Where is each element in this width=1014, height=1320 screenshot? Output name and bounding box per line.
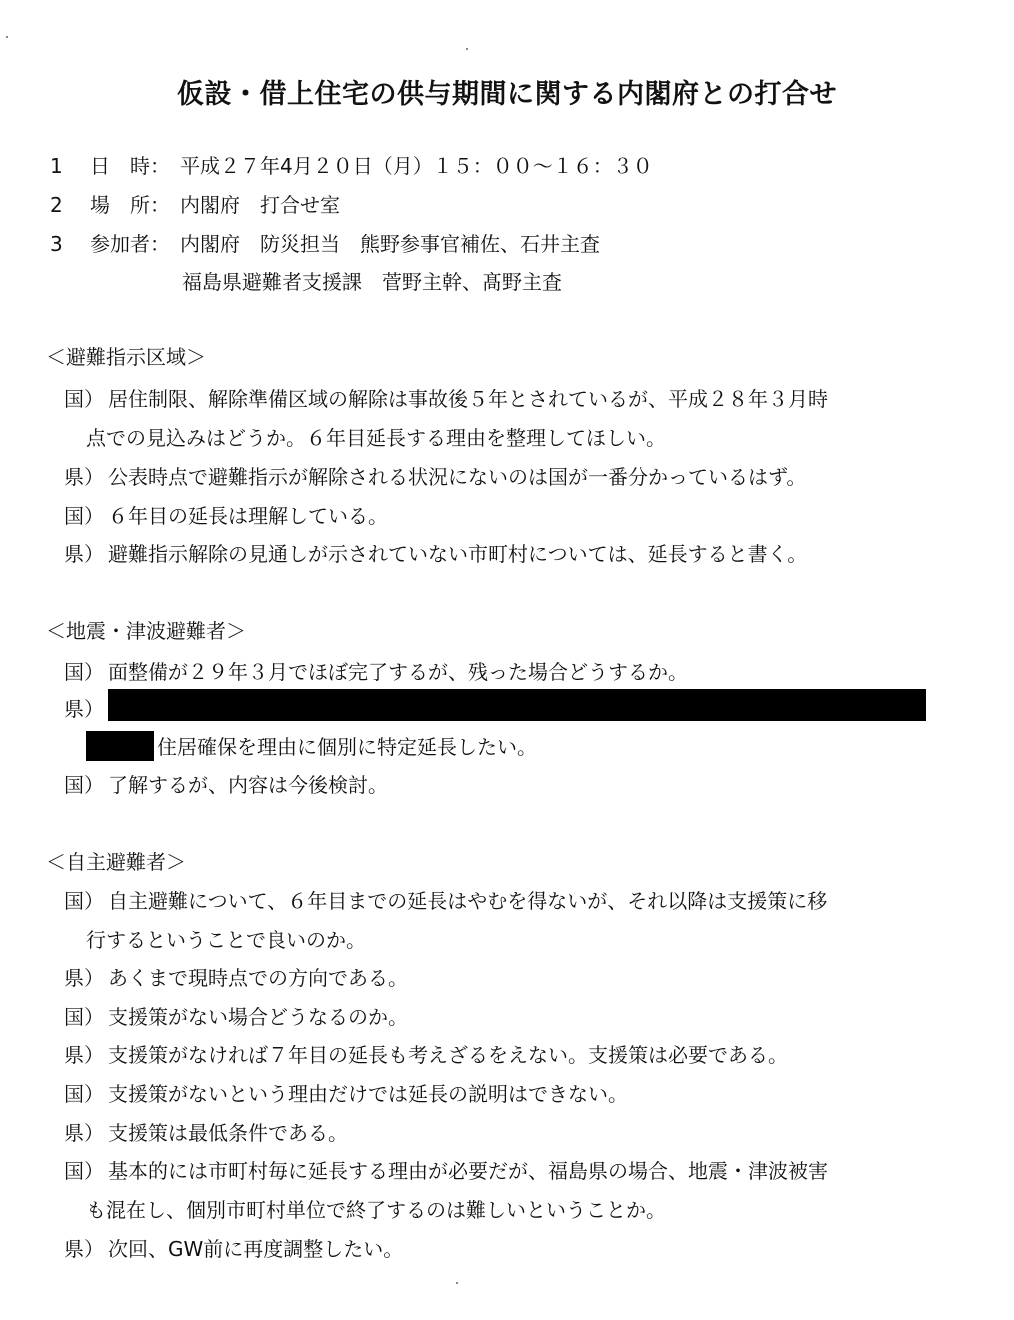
speaker-label: 県） [64, 697, 104, 721]
info-participants-continued: 福島県避難者支援課 菅野主幹、髙野主査 [182, 270, 562, 294]
speaker-label: 国） [64, 1005, 104, 1029]
scan-speck [466, 48, 468, 50]
section-heading-evacuation-zone: ＜避難指示区域＞ [46, 345, 206, 369]
statement-line: 自主避難について、６年目までの延長はやむを得ないが、それ以降は支援策に移 [108, 889, 828, 913]
statement-line: ６年目の延長は理解している。 [108, 504, 388, 528]
speaker-label: 県） [64, 966, 104, 990]
speaker-label: 国） [64, 660, 104, 684]
info-number: 2 [50, 193, 63, 217]
statement-line: 行するということで良いのか。 [86, 928, 366, 952]
redaction-bar [86, 731, 154, 761]
scan-speck [456, 1282, 458, 1284]
info-label: 参加者： [90, 232, 170, 256]
scan-speck [6, 36, 8, 38]
statement-line: 避難指示解除の見通しが示されていない市町村については、延長すると書く。 [108, 542, 808, 566]
statement-line: 支援策がなければ７年目の延長も考えざるをえない。支援策は必要である。 [108, 1043, 788, 1067]
statement-line: 支援策は最低条件である。 [108, 1121, 348, 1145]
statement-line: 基本的には市町村毎に延長する理由が必要だが、福島県の場合、地震・津波被害 [108, 1159, 828, 1183]
statement-line: 公表時点で避難指示が解除される状況にないのは国が一番分かっているはず。 [108, 465, 807, 489]
info-number: 1 [50, 154, 63, 178]
speaker-label: 県） [64, 465, 104, 489]
speaker-label: 県） [64, 542, 104, 566]
speaker-label: 国） [64, 1159, 104, 1183]
info-value: 内閣府 防災担当 熊野参事官補佐、石井主査 [180, 232, 600, 256]
info-number: 3 [50, 232, 63, 256]
speaker-label: 国） [64, 889, 104, 913]
info-value: 内閣府 打合せ室 [180, 193, 340, 217]
info-value: 平成２７年4月２０日（月）１５：００～１６：３０ [180, 154, 653, 178]
speaker-label: 国） [64, 1082, 104, 1106]
document-title: 仮設・借上住宅の供与期間に関する内閣府との打合せ [177, 79, 837, 110]
info-label: 日 時： [90, 154, 170, 178]
speaker-label: 国） [64, 387, 104, 411]
statement-line: あくまで現時点での方向である。 [108, 966, 408, 990]
speaker-label: 県） [64, 1237, 104, 1261]
statement-line: 支援策がない場合どうなるのか。 [108, 1005, 408, 1029]
statement-line: 住居確保を理由に個別に特定延長したい。 [157, 735, 537, 759]
speaker-label: 県） [64, 1121, 104, 1145]
statement-line: 次回、GW前に再度調整したい。 [108, 1237, 404, 1261]
statement-line: 支援策がないという理由だけでは延長の説明はできない。 [108, 1082, 628, 1106]
speaker-label: 国） [64, 773, 104, 797]
speaker-label: 県） [64, 1043, 104, 1067]
statement-line: も混在し、個別市町村単位で終了するのは難しいということか。 [86, 1198, 666, 1222]
speaker-label: 国） [64, 504, 104, 528]
statement-line: 居住制限、解除準備区域の解除は事故後５年とされているが、平成２８年３月時 [108, 387, 828, 411]
statement-line: 了解するが、内容は今後検討。 [108, 773, 388, 797]
section-heading-voluntary-evacuees: ＜自主避難者＞ [46, 850, 186, 874]
info-label: 場 所： [90, 193, 170, 217]
statement-line: 点での見込みはどうか。６年目延長する理由を整理してほしい。 [86, 426, 666, 450]
statement-line: 面整備が２９年３月でほぼ完了するが、残った場合どうするか。 [108, 660, 688, 684]
section-heading-earthquake-tsunami: ＜地震・津波避難者＞ [46, 619, 246, 643]
redaction-bar [108, 689, 926, 721]
